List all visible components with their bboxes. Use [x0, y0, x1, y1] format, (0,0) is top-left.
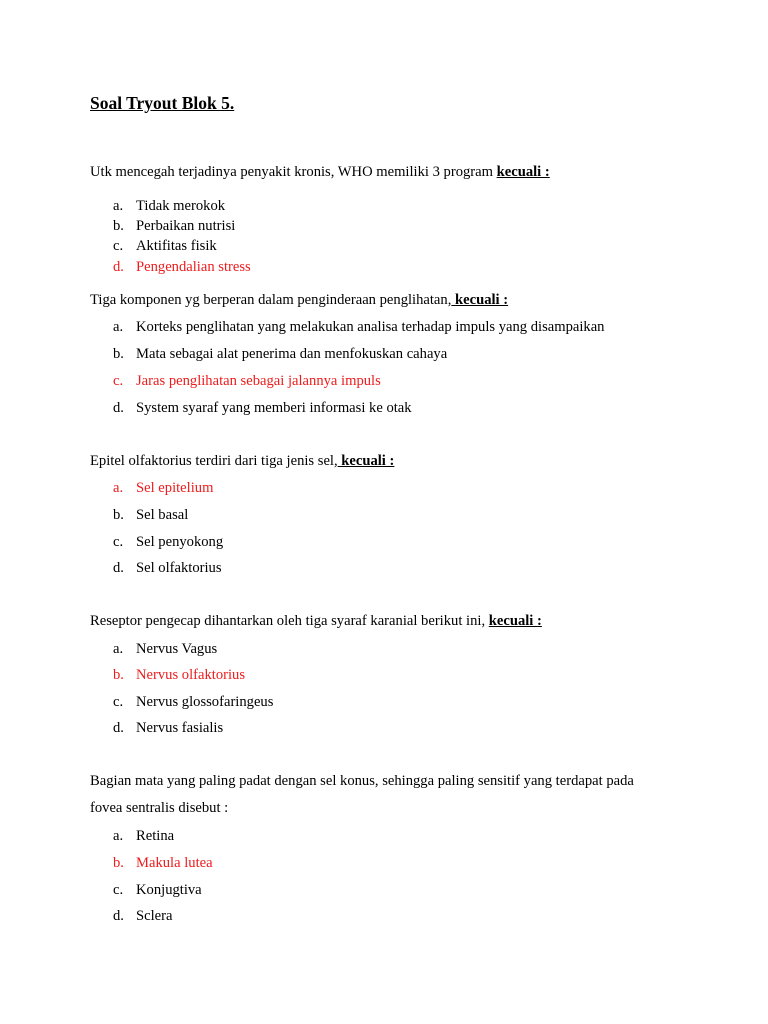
- option-text: Sel olfaktorius: [136, 560, 222, 576]
- question-3-option-b: [113, 507, 188, 524]
- question-stem-text: Reseptor pengecap dihantarkan oleh tiga syaraf karanial berikut ini,: [90, 613, 489, 629]
- question-1-option-c: [113, 238, 217, 255]
- question-stem-text: fovea sentralis disebut :: [90, 800, 229, 816]
- document-title: Soal Tryout Blok 5.: [90, 93, 235, 113]
- option-text: Perbaikan nutrisi: [136, 218, 236, 234]
- question-1-stem: [90, 159, 550, 186]
- question-keyword: kecuali :: [496, 164, 550, 180]
- option-letter: a.: [113, 319, 124, 335]
- option-text: Nervus Vagus: [136, 641, 218, 657]
- question-2-stem: [90, 287, 508, 314]
- option-letter: c.: [113, 882, 124, 898]
- option-text: Sel epitelium: [136, 480, 214, 496]
- option-letter: a.: [113, 641, 124, 657]
- option-letter: b.: [113, 346, 124, 362]
- question-5-option-c: [113, 882, 202, 899]
- option-text: Pengendalian stress: [136, 259, 251, 275]
- option-text: Sel penyokong: [136, 534, 224, 550]
- question-5-stem: [90, 768, 634, 795]
- question-4-option-a: [113, 641, 217, 658]
- question-1-option-d-correct: [113, 259, 251, 276]
- option-letter: d.: [113, 259, 124, 275]
- question-5-option-a: [113, 828, 174, 845]
- option-text: Jaras penglihatan sebagai jalannya impuls: [136, 373, 381, 389]
- question-stem-text: Epitel olfaktorius terdiri dari tiga jenis sel,: [90, 453, 338, 469]
- question-3-option-c: [113, 534, 223, 551]
- option-letter: d.: [113, 560, 124, 576]
- question-3-stem: [90, 448, 394, 475]
- question-stem-text: Utk mencegah terjadinya penyakit kronis, WHO memiliki 3 program: [90, 164, 497, 180]
- question-2-option-d: [113, 400, 412, 417]
- option-letter: d.: [113, 400, 124, 416]
- option-text: Nervus glossofaringeus: [136, 694, 274, 710]
- option-text: Mata sebagai alat penerima dan menfokuskan cahaya: [136, 346, 448, 362]
- option-text: Sclera: [136, 908, 173, 924]
- option-letter: c.: [113, 373, 124, 389]
- option-letter: c.: [113, 534, 124, 550]
- question-4-option-c: [113, 694, 273, 711]
- option-letter: b.: [113, 507, 124, 523]
- option-letter: d.: [113, 720, 124, 736]
- question-1-option-b: [113, 218, 235, 235]
- option-letter: c.: [113, 694, 124, 710]
- question-keyword: kecuali :: [451, 292, 509, 308]
- option-text: Tidak merokok: [136, 198, 226, 214]
- question-5-option-b-correct: [113, 855, 213, 872]
- question-2-option-c-correct: [113, 373, 381, 390]
- question-3-option-a-correct: [113, 480, 213, 497]
- question-2-option-a: [113, 319, 604, 336]
- option-text: System syaraf yang memberi informasi ke otak: [136, 400, 412, 416]
- question-3-option-d: [113, 560, 222, 577]
- question-5-option-d: [113, 908, 172, 925]
- option-letter: a.: [113, 480, 124, 496]
- option-text: Nervus olfaktorius: [136, 667, 246, 683]
- option-letter: b.: [113, 667, 124, 683]
- question-2-option-b: [113, 346, 447, 363]
- question-keyword: kecuali :: [337, 453, 395, 469]
- question-1-option-a: [113, 198, 225, 215]
- question-keyword: kecuali :: [488, 613, 542, 629]
- option-text: Konjugtiva: [136, 882, 202, 898]
- option-letter: b.: [113, 218, 124, 234]
- question-4-stem: [90, 608, 542, 635]
- option-letter: c.: [113, 238, 124, 254]
- question-stem-text: Bagian mata yang paling padat dengan sel konus, sehingga paling sensitif yang terdapat pada: [90, 773, 634, 789]
- option-letter: a.: [113, 828, 124, 844]
- option-letter: d.: [113, 908, 124, 924]
- question-4-option-d: [113, 720, 223, 737]
- option-text: Nervus fasialis: [136, 720, 224, 736]
- option-letter: a.: [113, 198, 124, 214]
- question-4-option-b-correct: [113, 667, 245, 684]
- option-text: Retina: [136, 828, 175, 844]
- option-text: Makula lutea: [136, 855, 213, 871]
- question-5-stem-line-2: [90, 795, 228, 822]
- option-letter: b.: [113, 855, 124, 871]
- question-stem-text: Tiga komponen yg berperan dalam penginderaan penglihatan,: [90, 292, 452, 308]
- option-text: Sel basal: [136, 507, 189, 523]
- option-text: Korteks penglihatan yang melakukan analisa terhadap impuls yang disampaikan: [136, 319, 605, 335]
- option-text: Aktifitas fisik: [136, 238, 217, 254]
